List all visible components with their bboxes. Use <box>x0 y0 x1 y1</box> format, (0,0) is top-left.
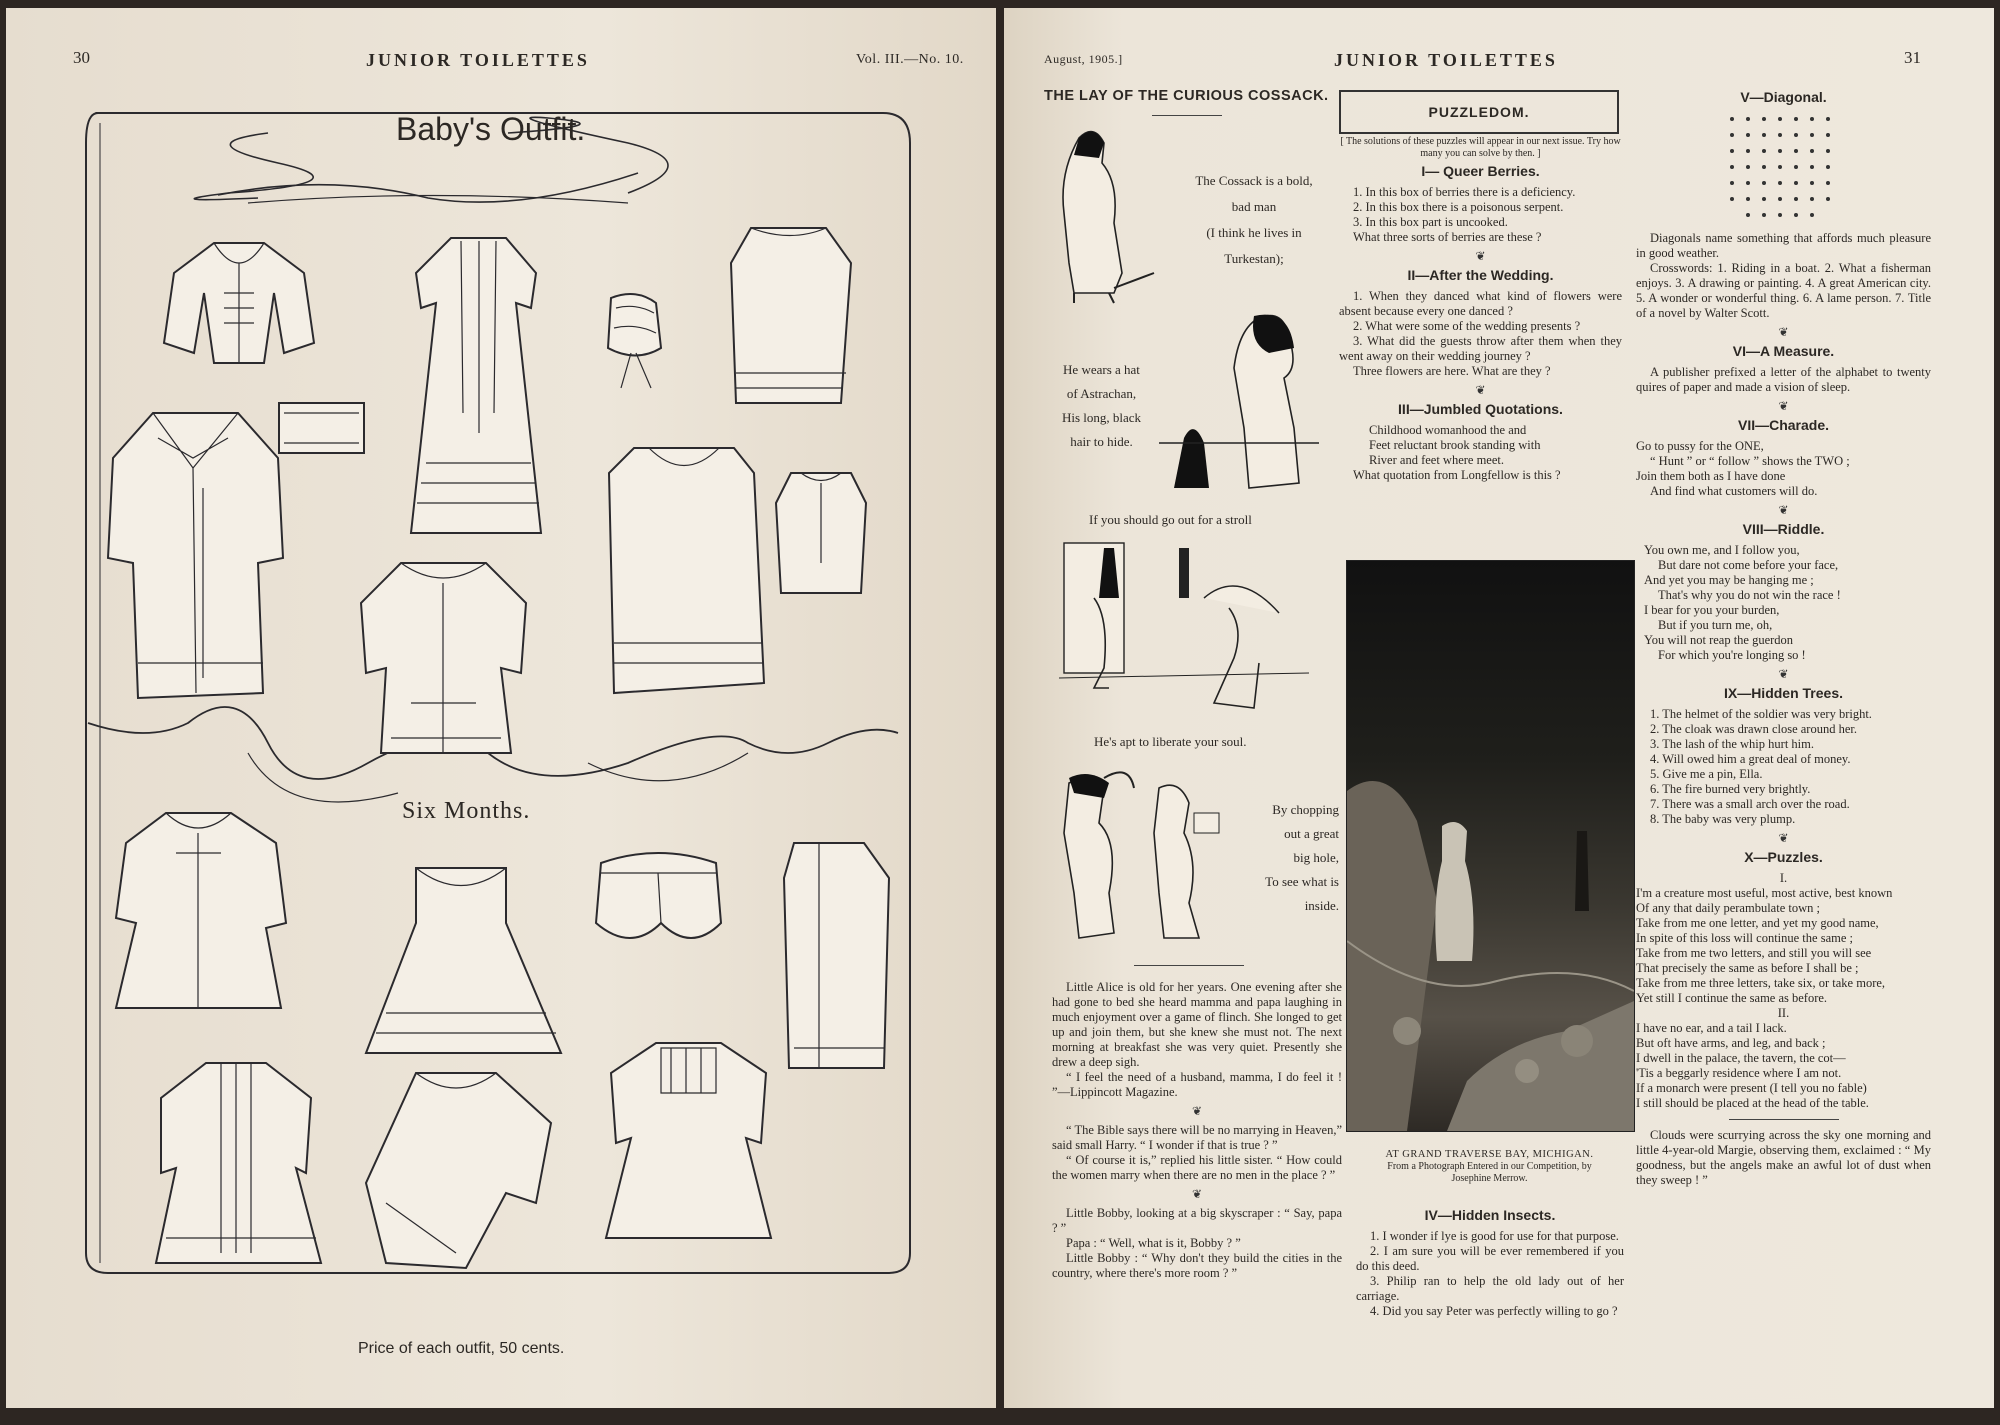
photo-caption-title: AT GRAND TRAVERSE BAY, MICHIGAN. <box>1385 1149 1594 1160</box>
puzzle-line: 2. I am sure you will be ever remembered if you do this deed. <box>1356 1244 1624 1273</box>
puzzle-line: I dwell in the palace, the tavern, the cot— <box>1636 1051 1846 1065</box>
puzzle-line: Take from me one letter, and yet my good name, <box>1636 916 1879 930</box>
puzzle-line: 2. The cloak was drawn close around her. <box>1650 722 1857 736</box>
puzzle-part-number: II. <box>1777 1006 1790 1020</box>
leaf-ornament-icon: ❦ <box>1475 249 1486 263</box>
puzzle-line: But dare not come before your face, <box>1658 558 1839 572</box>
puzzle-line: Take from me three letters, take six, or take more, <box>1636 976 1886 990</box>
puzzle-line: 3. Philip ran to help the old lady out of her carriage. <box>1356 1274 1624 1303</box>
poem-line: hair to hide. <box>1070 434 1133 449</box>
puzzle-line: And yet you may be hanging me ; <box>1644 573 1814 587</box>
poem-title: THE LAY OF THE CURIOUS COSSACK. <box>1044 88 1329 104</box>
poem-line: His long, black <box>1061 410 1142 425</box>
volume-number: Vol. III.—No. 10. <box>856 52 964 67</box>
puzzle-line: Yet still I continue the same as before. <box>1636 991 1828 1005</box>
right-page <box>1004 8 1994 1408</box>
right-page-number: 31 <box>1904 48 1921 67</box>
puzzle-line: I'm a creature most useful, most active, best known <box>1636 886 1893 900</box>
section-title: II—After the Wedding. <box>1407 267 1554 283</box>
puzzle-line: For which you're longing so ! <box>1658 648 1806 662</box>
puzzle-line: 1. I wonder if lye is good for use for that purpose. <box>1370 1229 1619 1243</box>
puzzle-line: Go to pussy for the ONE, <box>1636 439 1764 453</box>
price-note: Price of each outfit, 50 cents. <box>358 1340 565 1357</box>
long-coat-illustration <box>774 838 894 1078</box>
leaf-ornament-icon: ❦ <box>1778 667 1789 681</box>
diagonal-dot-grid <box>1724 111 1844 221</box>
petticoat-illustration <box>721 223 861 413</box>
poem-line: The Cossack is a bold, <box>1195 173 1313 188</box>
puzzle-line: Diagonals name something that affords much pleasure in good weather. <box>1636 231 1931 260</box>
bonnet-illustration <box>596 288 671 398</box>
bib-illustration <box>274 393 369 463</box>
jumbled-quotation <box>1339 423 1622 468</box>
puzzle-line: 5. Give me a pin, Ella. <box>1650 767 1763 781</box>
six-months-wrapper-illustration <box>346 1063 561 1278</box>
anecdote-paragraph: “ Of course it is,” replied his little sister. “ How could the women marry when there are no men in the place ? ” <box>1052 1153 1342 1182</box>
puzzle-line: A publisher prefixed a letter of the alphabet to twenty quires of paper and made a vision of sleep. <box>1636 365 1931 394</box>
section-title: I— Queer Berries. <box>1421 163 1540 179</box>
photograph <box>1346 560 1635 1132</box>
closing-anecdote: Clouds were scurrying across the sky one morning and little 4-year-old Margie, observing them, exclaimed : “ My goodness, but the angels make an awful lot of dust when they sweep ! ” <box>1636 1128 1931 1187</box>
photo-caption-credit: From a Photograph Entered in our Competition, by <box>1387 1161 1592 1172</box>
six-months-frilled-dress-illustration <box>146 1053 326 1268</box>
section-title: VI—A Measure. <box>1732 343 1835 359</box>
section-title: V—Diagonal. <box>1740 89 1827 105</box>
puzzle-line: 1. The helmet of the soldier was very bright. <box>1650 707 1872 721</box>
anecdote-paragraph: Little Bobby : “ Why don't they build the cities in the country, where there's more room ? ” <box>1052 1251 1342 1280</box>
puzzledom-column-right <box>1636 86 1931 1188</box>
leaf-ornament-icon: ❦ <box>1475 383 1486 397</box>
puzzle-line: 4. Did you say Peter was perfectly willing to go ? <box>1370 1304 1618 1318</box>
right-running-title: JUNIOR TOILETTES <box>1334 50 1558 70</box>
poem-line: inside. <box>1304 898 1339 913</box>
leaf-ornament-icon: ❦ <box>1778 503 1789 517</box>
six-months-frock-illustration <box>356 863 571 1063</box>
poem-line: (I think he lives in <box>1206 225 1302 240</box>
puzzle-line: River and feet where meet. <box>1369 453 1505 467</box>
puzzle-line: 4. Will owed him a great deal of money. <box>1650 752 1851 766</box>
puzzledom-title: PUZZLEDOM. <box>1339 90 1619 134</box>
section-title: III—Jumbled Quotations. <box>1398 401 1563 417</box>
leaf-ornament-icon: ❦ <box>1191 1104 1203 1118</box>
puzzle-line: 6. The fire burned very brightly. <box>1650 782 1811 796</box>
section-title: IV—Hidden Insects. <box>1424 1207 1556 1223</box>
poem-line-4: He's apt to liberate your soul. <box>1094 734 1247 749</box>
poem-line: He wears a hat <box>1063 362 1140 377</box>
poem-stanza-1 <box>1174 168 1334 272</box>
puzzle-line: In spite of this loss will continue the same ; <box>1636 931 1853 945</box>
drawers-illustration <box>591 843 726 958</box>
puzzle-part-number: I. <box>1779 871 1788 885</box>
anecdote-paragraph: “ I feel the need of a husband, mamma, I do feel it ! ”—Lippincott Magazine. <box>1052 1070 1342 1099</box>
poem-line: bad man <box>1231 199 1277 214</box>
puzzledom-column-lower <box>1356 1204 1624 1319</box>
puzzledom-column-upper <box>1339 136 1622 483</box>
puzzledom-note: [ The solutions of these puzzles will appear in our next issue. Try how many you can solve by then. ] <box>1340 136 1621 159</box>
puzzle-line: You own me, and I follow you, <box>1644 543 1800 557</box>
puzzle-line: What quotation from Longfellow is this ? <box>1353 468 1561 482</box>
puzzle-line: But if you turn me, oh, <box>1658 618 1773 632</box>
anecdote-paragraph: Papa : “ Well, what is it, Bobby ? ” <box>1066 1236 1241 1250</box>
poem-stanza-2 <box>1044 358 1159 454</box>
closing-rule <box>1729 1119 1839 1120</box>
section-title: VII—Charade. <box>1737 417 1830 433</box>
issue-date: August, 1905.] <box>1044 52 1123 66</box>
title-rule <box>1152 115 1222 116</box>
leaf-ornament-icon: ❦ <box>1778 399 1789 413</box>
puzzle-line: That's why you do not win the race ! <box>1658 588 1841 602</box>
poem-line: By chopping <box>1272 802 1339 817</box>
puzzle-line: You will not reap the guerdon <box>1644 633 1794 647</box>
puzzle-line: And find what customers will do. <box>1650 484 1818 498</box>
leaf-ornament-icon: ❦ <box>1778 325 1789 339</box>
puzzle-line: 7. There was a small arch over the road. <box>1650 797 1850 811</box>
anecdote-paragraph: Little Alice is old for her years. One evening after she had gone to bed she heard mamma and papa laughing in much enjoyment over a game of flinch. She longed to get up and join them, but she knew she must not. The next morning at breakfast she was very quiet. Presently she drew a deep sigh. <box>1052 980 1342 1069</box>
slip-illustration <box>594 443 784 698</box>
puzzle-line: Take from me two letters, and still you will see <box>1636 946 1872 960</box>
poem-stanza-5 <box>1229 798 1339 918</box>
six-months-dress-illustration <box>106 803 296 1013</box>
left-page <box>6 8 996 1408</box>
sacque-illustration <box>351 553 536 758</box>
section-title: X—Puzzles. <box>1744 849 1823 865</box>
cossack-cartoon-2 <box>1149 308 1324 503</box>
photo-caption <box>1346 1149 1633 1185</box>
long-gown-illustration <box>391 233 566 538</box>
poem-line: To see what is <box>1265 874 1339 889</box>
baby-jacket-illustration <box>154 233 324 373</box>
puzzle-line: If a monarch were present (I tell you no fable) <box>1636 1081 1867 1095</box>
section-title: IX—Hidden Trees. <box>1723 685 1844 701</box>
section-title: VIII—Riddle. <box>1742 521 1825 537</box>
anecdotes-column <box>1052 980 1342 1281</box>
puzzle-line: Feet reluctant brook standing with <box>1369 438 1541 452</box>
puzzle-line: 2. What were some of the wedding presents ? <box>1353 319 1581 333</box>
poem-line: of Astrachan, <box>1066 386 1137 401</box>
puzzle-line: But oft have arms, and leg, and back ; <box>1636 1036 1826 1050</box>
puzzle-line: 8. The baby was very plump. <box>1650 812 1796 826</box>
shirt-illustration <box>771 463 871 603</box>
puzzle-line: 'Tis a beggarly residence where I am not. <box>1636 1066 1842 1080</box>
puzzle-line: Crosswords: 1. Riding in a boat. 2. What a fisherman enjoys. 3. A drawing or painting. 4. A great American city. 5. A wonder or wonderful thing. 6. A lame person. 7. Title of a novel by Walter Scott. <box>1636 261 1931 320</box>
puzzle-line: That precisely the same as before I shall be ; <box>1636 961 1859 975</box>
puzzle-line: 3. The lash of the whip hurt him. <box>1650 737 1814 751</box>
anecdote-paragraph: Little Bobby, looking at a big skyscraper : “ Say, papa ? ” <box>1052 1206 1342 1235</box>
leaf-ornament-icon: ❦ <box>1191 1187 1203 1201</box>
puzzle-line: 2. In this box there is a poisonous serpent. <box>1353 200 1564 214</box>
six-months-yoke-dress-illustration <box>601 1033 776 1243</box>
coat-illustration <box>98 408 293 703</box>
puzzle-line: Three flowers are here. What are they ? <box>1353 364 1551 378</box>
anecdote-rule <box>1134 965 1244 966</box>
puzzle-line: 3. In this box part is uncooked. <box>1353 215 1508 229</box>
poem-line: big hole, <box>1293 850 1339 865</box>
puzzle-line: 3. What did the guests throw after them when they went away on their wedding journey ? <box>1339 334 1622 363</box>
cossack-cartoon-1 <box>1044 123 1159 313</box>
poem-line: Turkestan); <box>1224 251 1284 266</box>
left-running-title: JUNIOR TOILETTES <box>366 50 590 70</box>
six-months-title: Six Months. <box>402 798 531 824</box>
photo-caption-author: Josephine Merrow. <box>1451 1173 1528 1184</box>
puzzle-line: Join them both as I have done <box>1636 469 1786 483</box>
left-page-number: 30 <box>73 48 90 67</box>
puzzle-line: Childhood womanhood the and <box>1369 423 1527 437</box>
puzzle-line: I have no ear, and a tail I lack. <box>1636 1021 1787 1035</box>
anecdote-paragraph: “ The Bible says there will be no marrying in Heaven,” said small Harry. “ I wonder if that is true ? ” <box>1052 1123 1342 1152</box>
poem-line: out a great <box>1284 826 1339 841</box>
puzzle-line: 1. In this box of berries there is a deficiency. <box>1353 185 1576 199</box>
cossack-cartoon-4 <box>1049 763 1224 953</box>
puzzle-line: I still should be placed at the head of the table. <box>1636 1096 1869 1110</box>
puzzle-line: Of any that daily perambulate town ; <box>1636 901 1820 915</box>
poem-line-3: If you should go out for a stroll <box>1089 512 1252 527</box>
puzzle-line: What three sorts of berries are these ? <box>1353 230 1542 244</box>
puzzle-line: 1. When they danced what kind of flowers were absent because every one danced ? <box>1339 289 1622 318</box>
puzzle-line: I bear for you your burden, <box>1644 603 1780 617</box>
puzzle-line: “ Hunt ” or “ follow ” shows the TWO ; <box>1650 454 1850 468</box>
cossack-cartoon-3 <box>1054 538 1314 728</box>
leaf-ornament-icon: ❦ <box>1778 831 1789 845</box>
outfit-title: Baby's Outfit. <box>396 111 586 147</box>
